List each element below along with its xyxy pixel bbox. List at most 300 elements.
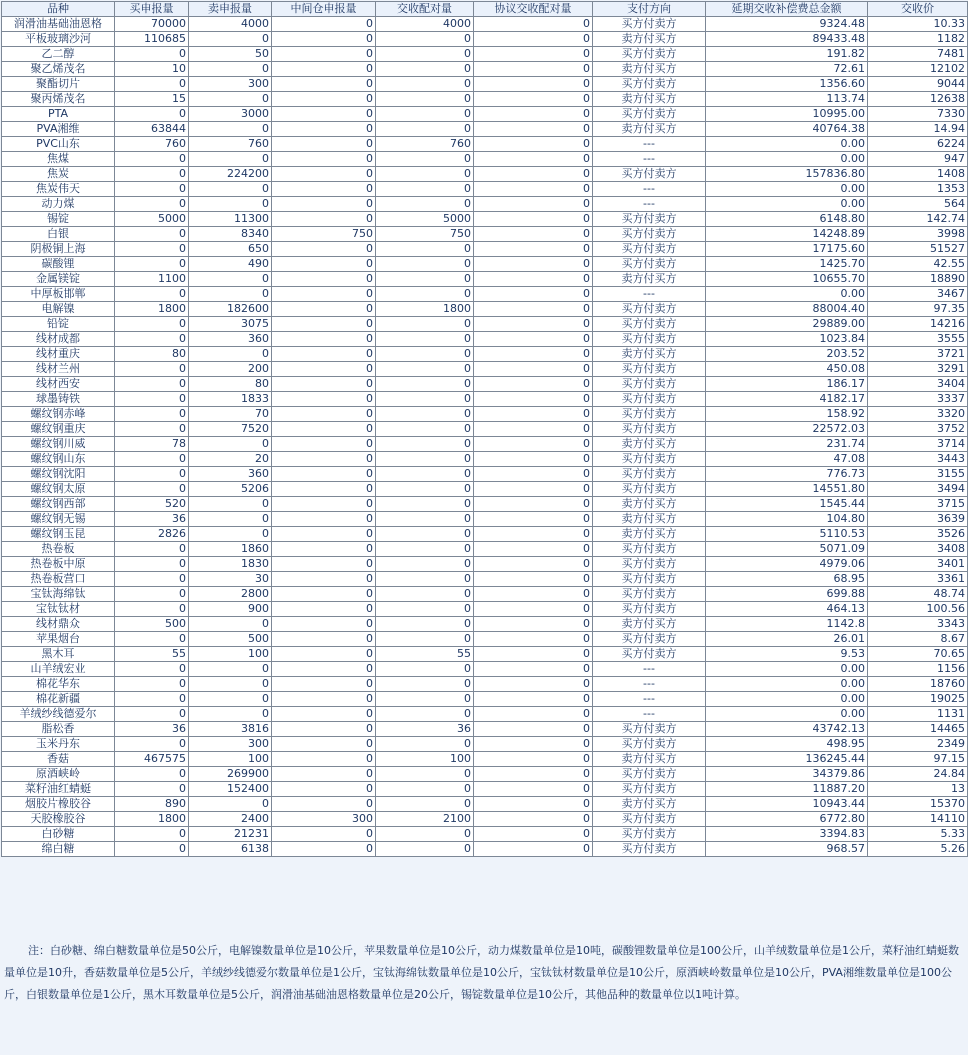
table-row (2, 32, 968, 47)
payment-direction-cell: 买方付卖方 (593, 812, 706, 827)
agreement-matched-cell: 0 (474, 167, 593, 182)
table-row (2, 152, 968, 167)
table-row (2, 647, 968, 662)
buy-declared-cell: 0 (115, 467, 189, 482)
variety-cell: 棉花华东 (2, 677, 115, 692)
intermediate-warehouse-cell: 0 (272, 272, 376, 287)
delivery-matched-cell: 0 (376, 602, 474, 617)
delivery-price-cell: 14.94 (868, 122, 968, 137)
intermediate-warehouse-cell: 750 (272, 227, 376, 242)
variety-cell: 白银 (2, 227, 115, 242)
sell-declared-cell: 1830 (189, 557, 272, 572)
payment-direction-cell: 买方付卖方 (593, 767, 706, 782)
delivery-price-cell: 3526 (868, 527, 968, 542)
payment-direction-cell: 卖方付买方 (593, 272, 706, 287)
delivery-price-cell: 564 (868, 197, 968, 212)
sell-declared-cell: 0 (189, 617, 272, 632)
variety-cell: 白砂糖 (2, 827, 115, 842)
delivery-matched-cell: 0 (376, 557, 474, 572)
delivery-matched-cell: 0 (376, 257, 474, 272)
delivery-matched-cell: 0 (376, 377, 474, 392)
delivery-price-cell: 13 (868, 782, 968, 797)
deferred-compensation-cell: 5071.09 (706, 542, 868, 557)
delivery-price-cell: 7330 (868, 107, 968, 122)
payment-direction-cell: 卖方付买方 (593, 617, 706, 632)
variety-cell: 平板玻璃沙河 (2, 32, 115, 47)
intermediate-warehouse-cell: 300 (272, 812, 376, 827)
intermediate-warehouse-cell: 0 (272, 512, 376, 527)
table-row (2, 662, 968, 677)
buy-declared-cell: 0 (115, 827, 189, 842)
agreement-matched-cell: 0 (474, 782, 593, 797)
variety-cell: 锡锭 (2, 212, 115, 227)
agreement-matched-cell: 0 (474, 77, 593, 92)
variety-cell: 乙二醇 (2, 47, 115, 62)
agreement-matched-cell: 0 (474, 332, 593, 347)
buy-declared-cell: 0 (115, 107, 189, 122)
delivery-matched-cell: 0 (376, 437, 474, 452)
variety-cell: 聚酯切片 (2, 77, 115, 92)
sell-declared-cell: 0 (189, 92, 272, 107)
buy-declared-cell: 110685 (115, 32, 189, 47)
delivery-matched-cell: 0 (376, 347, 474, 362)
sell-declared-cell: 0 (189, 497, 272, 512)
sell-declared-cell: 300 (189, 737, 272, 752)
delivery-price-cell: 8.67 (868, 632, 968, 647)
agreement-matched-cell: 0 (474, 377, 593, 392)
intermediate-warehouse-cell: 0 (272, 467, 376, 482)
deferred-compensation-cell: 0.00 (706, 287, 868, 302)
agreement-matched-cell: 0 (474, 17, 593, 32)
buy-declared-cell: 2826 (115, 527, 189, 542)
table-row (2, 227, 968, 242)
sell-declared-cell: 0 (189, 62, 272, 77)
delivery-price-cell: 3443 (868, 452, 968, 467)
buy-declared-cell: 0 (115, 632, 189, 647)
intermediate-warehouse-cell: 0 (272, 362, 376, 377)
sell-declared-cell: 100 (189, 647, 272, 662)
buy-declared-cell: 0 (115, 482, 189, 497)
sell-declared-cell: 8340 (189, 227, 272, 242)
buy-declared-cell: 0 (115, 287, 189, 302)
payment-direction-cell: 买方付卖方 (593, 392, 706, 407)
deferred-compensation-cell: 4182.17 (706, 392, 868, 407)
payment-direction-cell: 买方付卖方 (593, 107, 706, 122)
agreement-matched-cell: 0 (474, 557, 593, 572)
sell-declared-cell: 300 (189, 77, 272, 92)
sell-declared-cell: 7520 (189, 422, 272, 437)
sell-declared-cell: 0 (189, 527, 272, 542)
agreement-matched-cell: 0 (474, 32, 593, 47)
table-row (2, 422, 968, 437)
table-row (2, 287, 968, 302)
payment-direction-cell: 买方付卖方 (593, 257, 706, 272)
deferred-compensation-cell: 0.00 (706, 677, 868, 692)
sell-declared-cell: 650 (189, 242, 272, 257)
deferred-compensation-cell: 450.08 (706, 362, 868, 377)
delivery-matched-cell: 36 (376, 722, 474, 737)
sell-declared-cell: 6138 (189, 842, 272, 857)
payment-direction-cell: --- (593, 197, 706, 212)
variety-cell: 苹果烟台 (2, 632, 115, 647)
buy-declared-cell: 0 (115, 557, 189, 572)
deferred-compensation-cell: 186.17 (706, 377, 868, 392)
payment-direction-cell: --- (593, 677, 706, 692)
intermediate-warehouse-cell: 0 (272, 737, 376, 752)
buy-declared-cell: 0 (115, 227, 189, 242)
variety-cell: 螺纹钢西部 (2, 497, 115, 512)
agreement-matched-cell: 0 (474, 647, 593, 662)
sell-declared-cell: 5206 (189, 482, 272, 497)
intermediate-warehouse-cell: 0 (272, 32, 376, 47)
table-row (2, 632, 968, 647)
deferred-compensation-cell: 88004.40 (706, 302, 868, 317)
buy-declared-cell: 55 (115, 647, 189, 662)
buy-declared-cell: 0 (115, 707, 189, 722)
buy-declared-cell: 0 (115, 767, 189, 782)
delivery-price-cell: 24.84 (868, 767, 968, 782)
deferred-compensation-cell: 203.52 (706, 347, 868, 362)
buy-declared-cell: 1100 (115, 272, 189, 287)
variety-cell: 螺纹钢无锡 (2, 512, 115, 527)
delivery-matched-cell: 0 (376, 452, 474, 467)
sell-declared-cell: 0 (189, 662, 272, 677)
delivery-matched-cell: 0 (376, 362, 474, 377)
table-row (2, 107, 968, 122)
col-delivery-matched-header: 交收配对量 (376, 2, 474, 17)
sell-declared-cell: 2400 (189, 812, 272, 827)
table-row (2, 572, 968, 587)
delivery-matched-cell: 100 (376, 752, 474, 767)
deferred-compensation-cell: 1142.8 (706, 617, 868, 632)
delivery-matched-cell: 0 (376, 632, 474, 647)
delivery-matched-cell: 0 (376, 707, 474, 722)
intermediate-warehouse-cell: 0 (272, 797, 376, 812)
buy-declared-cell: 63844 (115, 122, 189, 137)
variety-cell: 羊绒纱线德爱尔 (2, 707, 115, 722)
table-row (2, 47, 968, 62)
deferred-compensation-cell: 10995.00 (706, 107, 868, 122)
payment-direction-cell: 卖方付买方 (593, 527, 706, 542)
table-row (2, 17, 968, 32)
sell-declared-cell: 269900 (189, 767, 272, 782)
table-row (2, 512, 968, 527)
agreement-matched-cell: 0 (474, 812, 593, 827)
table-row (2, 92, 968, 107)
buy-declared-cell: 0 (115, 317, 189, 332)
delivery-matched-cell: 0 (376, 842, 474, 857)
agreement-matched-cell: 0 (474, 182, 593, 197)
payment-direction-cell: 买方付卖方 (593, 827, 706, 842)
intermediate-warehouse-cell: 0 (272, 782, 376, 797)
delivery-price-cell: 6224 (868, 137, 968, 152)
intermediate-warehouse-cell: 0 (272, 242, 376, 257)
agreement-matched-cell: 0 (474, 572, 593, 587)
payment-direction-cell: 买方付卖方 (593, 632, 706, 647)
payment-direction-cell: --- (593, 287, 706, 302)
payment-direction-cell: 卖方付买方 (593, 497, 706, 512)
table-row (2, 692, 968, 707)
intermediate-warehouse-cell: 0 (272, 167, 376, 182)
table-row (2, 812, 968, 827)
agreement-matched-cell: 0 (474, 47, 593, 62)
col-intermediate-warehouse-header: 中间仓申报量 (272, 2, 376, 17)
variety-cell: 金属镁锭 (2, 272, 115, 287)
agreement-matched-cell: 0 (474, 842, 593, 857)
deferred-compensation-cell: 3394.83 (706, 827, 868, 842)
sell-declared-cell: 50 (189, 47, 272, 62)
intermediate-warehouse-cell: 0 (272, 752, 376, 767)
delivery-matched-cell: 0 (376, 332, 474, 347)
variety-cell: 线材重庆 (2, 347, 115, 362)
variety-cell: 铅锭 (2, 317, 115, 332)
intermediate-warehouse-cell: 0 (272, 647, 376, 662)
delivery-matched-cell: 2100 (376, 812, 474, 827)
sell-declared-cell: 0 (189, 692, 272, 707)
delivery-matched-cell: 0 (376, 482, 474, 497)
delivery-matched-cell: 0 (376, 92, 474, 107)
buy-declared-cell: 0 (115, 422, 189, 437)
table-row (2, 752, 968, 767)
intermediate-warehouse-cell: 0 (272, 692, 376, 707)
delivery-price-cell: 142.74 (868, 212, 968, 227)
variety-cell: 玉米丹东 (2, 737, 115, 752)
variety-cell: 动力煤 (2, 197, 115, 212)
buy-declared-cell: 1800 (115, 302, 189, 317)
delivery-price-cell: 3467 (868, 287, 968, 302)
sell-declared-cell: 900 (189, 602, 272, 617)
deferred-compensation-cell: 699.88 (706, 587, 868, 602)
variety-cell: 焦炭 (2, 167, 115, 182)
deferred-compensation-cell: 0.00 (706, 197, 868, 212)
delivery-matched-cell: 0 (376, 167, 474, 182)
buy-declared-cell: 500 (115, 617, 189, 632)
delivery-matched-cell: 0 (376, 62, 474, 77)
deferred-compensation-cell: 89433.48 (706, 32, 868, 47)
delivery-matched-cell: 0 (376, 527, 474, 542)
delivery-price-cell: 3639 (868, 512, 968, 527)
payment-direction-cell: 买方付卖方 (593, 302, 706, 317)
delivery-price-cell: 3155 (868, 467, 968, 482)
agreement-matched-cell: 0 (474, 197, 593, 212)
table-row (2, 257, 968, 272)
payment-direction-cell: 卖方付买方 (593, 437, 706, 452)
table-row (2, 317, 968, 332)
sell-declared-cell: 0 (189, 122, 272, 137)
payment-direction-cell: 买方付卖方 (593, 557, 706, 572)
delivery-price-cell: 3715 (868, 497, 968, 512)
col-deferred-compensation-total-header: 延期交收补偿费总金额 (706, 2, 868, 17)
deferred-compensation-cell: 136245.44 (706, 752, 868, 767)
deferred-compensation-cell: 9324.48 (706, 17, 868, 32)
intermediate-warehouse-cell: 0 (272, 572, 376, 587)
delivery-price-cell: 3721 (868, 347, 968, 362)
delivery-price-cell: 12102 (868, 62, 968, 77)
deferred-compensation-cell: 72.61 (706, 62, 868, 77)
payment-direction-cell: 卖方付买方 (593, 752, 706, 767)
intermediate-warehouse-cell: 0 (272, 302, 376, 317)
agreement-matched-cell: 0 (474, 587, 593, 602)
agreement-matched-cell: 0 (474, 497, 593, 512)
agreement-matched-cell: 0 (474, 767, 593, 782)
delivery-price-cell: 3337 (868, 392, 968, 407)
agreement-matched-cell: 0 (474, 467, 593, 482)
delivery-price-cell: 2349 (868, 737, 968, 752)
payment-direction-cell: 买方付卖方 (593, 647, 706, 662)
buy-declared-cell: 0 (115, 77, 189, 92)
delivery-price-cell: 5.33 (868, 827, 968, 842)
table-row (2, 542, 968, 557)
payment-direction-cell: 买方付卖方 (593, 482, 706, 497)
agreement-matched-cell: 0 (474, 272, 593, 287)
intermediate-warehouse-cell: 0 (272, 332, 376, 347)
delivery-matched-cell: 0 (376, 572, 474, 587)
buy-declared-cell: 0 (115, 152, 189, 167)
table-row (2, 587, 968, 602)
agreement-matched-cell: 0 (474, 242, 593, 257)
payment-direction-cell: 买方付卖方 (593, 587, 706, 602)
payment-direction-cell: 卖方付买方 (593, 92, 706, 107)
buy-declared-cell: 0 (115, 587, 189, 602)
delivery-price-cell: 3714 (868, 437, 968, 452)
variety-cell: 棉花新疆 (2, 692, 115, 707)
sell-declared-cell: 760 (189, 137, 272, 152)
delivery-price-cell: 1182 (868, 32, 968, 47)
variety-cell: 烟胶片橡胶谷 (2, 797, 115, 812)
intermediate-warehouse-cell: 0 (272, 827, 376, 842)
delivery-price-cell: 9044 (868, 77, 968, 92)
table-row (2, 497, 968, 512)
delivery-matched-cell: 55 (376, 647, 474, 662)
buy-declared-cell: 520 (115, 497, 189, 512)
delivery-price-cell: 100.56 (868, 602, 968, 617)
agreement-matched-cell: 0 (474, 737, 593, 752)
buy-declared-cell: 0 (115, 392, 189, 407)
variety-cell: 绵白糖 (2, 842, 115, 857)
variety-cell: 电解镍 (2, 302, 115, 317)
deferred-compensation-cell: 14551.80 (706, 482, 868, 497)
buy-declared-cell: 0 (115, 197, 189, 212)
sell-declared-cell: 0 (189, 182, 272, 197)
delivery-price-cell: 3998 (868, 227, 968, 242)
buy-declared-cell: 5000 (115, 212, 189, 227)
delivery-price-cell: 3343 (868, 617, 968, 632)
payment-direction-cell: 买方付卖方 (593, 422, 706, 437)
delivery-price-cell: 10.33 (868, 17, 968, 32)
sell-declared-cell: 11300 (189, 212, 272, 227)
delivery-price-cell: 7481 (868, 47, 968, 62)
delivery-matched-cell: 0 (376, 692, 474, 707)
delivery-matched-cell: 0 (376, 182, 474, 197)
delivery-matched-cell: 0 (376, 827, 474, 842)
variety-cell: 菜籽油红蜻蜓 (2, 782, 115, 797)
payment-direction-cell: 卖方付买方 (593, 122, 706, 137)
buy-declared-cell: 760 (115, 137, 189, 152)
delivery-price-cell: 18890 (868, 272, 968, 287)
buy-declared-cell: 0 (115, 782, 189, 797)
variety-cell: 螺纹钢玉昆 (2, 527, 115, 542)
delivery-matched-cell: 0 (376, 152, 474, 167)
delivery-matched-cell: 5000 (376, 212, 474, 227)
variety-cell: 热卷板营口 (2, 572, 115, 587)
agreement-matched-cell: 0 (474, 317, 593, 332)
table-row (2, 827, 968, 842)
deferred-compensation-cell: 1356.60 (706, 77, 868, 92)
deferred-compensation-cell: 968.57 (706, 842, 868, 857)
deferred-compensation-cell: 40764.38 (706, 122, 868, 137)
delivery-price-cell: 15370 (868, 797, 968, 812)
table-row (2, 197, 968, 212)
payment-direction-cell: 买方付卖方 (593, 602, 706, 617)
variety-cell: 螺纹钢川威 (2, 437, 115, 452)
delivery-matched-cell: 0 (376, 287, 474, 302)
intermediate-warehouse-cell: 0 (272, 842, 376, 857)
deferred-compensation-cell: 0.00 (706, 692, 868, 707)
deferred-compensation-cell: 1425.70 (706, 257, 868, 272)
intermediate-warehouse-cell: 0 (272, 707, 376, 722)
table-row (2, 242, 968, 257)
deferred-compensation-cell: 776.73 (706, 467, 868, 482)
sell-declared-cell: 20 (189, 452, 272, 467)
payment-direction-cell: 买方付卖方 (593, 332, 706, 347)
deferred-compensation-cell: 464.13 (706, 602, 868, 617)
sell-declared-cell: 2800 (189, 587, 272, 602)
variety-cell: 螺纹钢重庆 (2, 422, 115, 437)
sell-declared-cell: 224200 (189, 167, 272, 182)
payment-direction-cell: 买方付卖方 (593, 227, 706, 242)
table-row (2, 797, 968, 812)
payment-direction-cell: 买方付卖方 (593, 842, 706, 857)
payment-direction-cell: --- (593, 662, 706, 677)
payment-direction-cell: 买方付卖方 (593, 782, 706, 797)
delivery-matched-cell: 760 (376, 137, 474, 152)
payment-direction-cell: 卖方付买方 (593, 347, 706, 362)
buy-declared-cell: 0 (115, 452, 189, 467)
agreement-matched-cell: 0 (474, 152, 593, 167)
payment-direction-cell: 卖方付买方 (593, 797, 706, 812)
table-row (2, 677, 968, 692)
agreement-matched-cell: 0 (474, 707, 593, 722)
delivery-settlement-table (1, 1, 968, 857)
delivery-matched-cell: 4000 (376, 17, 474, 32)
agreement-matched-cell: 0 (474, 422, 593, 437)
variety-cell: 热卷板中原 (2, 557, 115, 572)
delivery-price-cell: 14465 (868, 722, 968, 737)
table-row (2, 347, 968, 362)
intermediate-warehouse-cell: 0 (272, 677, 376, 692)
intermediate-warehouse-cell: 0 (272, 557, 376, 572)
intermediate-warehouse-cell: 0 (272, 662, 376, 677)
variety-cell: PTA (2, 107, 115, 122)
variety-cell: 焦炭伟天 (2, 182, 115, 197)
buy-declared-cell: 0 (115, 332, 189, 347)
intermediate-warehouse-cell: 0 (272, 767, 376, 782)
variety-cell: 中厚板邯郸 (2, 287, 115, 302)
deferred-compensation-cell: 0.00 (706, 152, 868, 167)
agreement-matched-cell: 0 (474, 512, 593, 527)
variety-cell: PVA湘维 (2, 122, 115, 137)
buy-declared-cell: 80 (115, 347, 189, 362)
agreement-matched-cell: 0 (474, 257, 593, 272)
variety-cell: 螺纹钢山东 (2, 452, 115, 467)
deferred-compensation-cell: 231.74 (706, 437, 868, 452)
table-row (2, 842, 968, 857)
delivery-price-cell: 5.26 (868, 842, 968, 857)
sell-declared-cell: 500 (189, 632, 272, 647)
delivery-matched-cell: 0 (376, 797, 474, 812)
delivery-price-cell: 12638 (868, 92, 968, 107)
unit-footnote: 注：白砂糖、绵白糖数量单位是50公斤，电解镍数量单位是10公斤，苹果数量单位是10公斤，动力煤数量单位是10吨，碳酸锂数量单位是100公斤，山羊绒数量单位是1公斤，菜籽油红蜻蜓数量单位是10升，香菇数量单位是5公斤，羊绒纱线德爱尔数量单位是1公斤，宝钛海绵钛数量单位是10公斤，宝钛钛材数量单位是10公斤，原酒峡岭数量单位是10公斤，PVA湘维数量单位是100公斤，白银数量单位是1公斤，黑木耳数量单位是5公斤，润滑油基础油恩格数量单位是20公斤，锡锭数量单位是10公斤，其他品种的数量单位以1吨计算。 (4, 944, 959, 1001)
